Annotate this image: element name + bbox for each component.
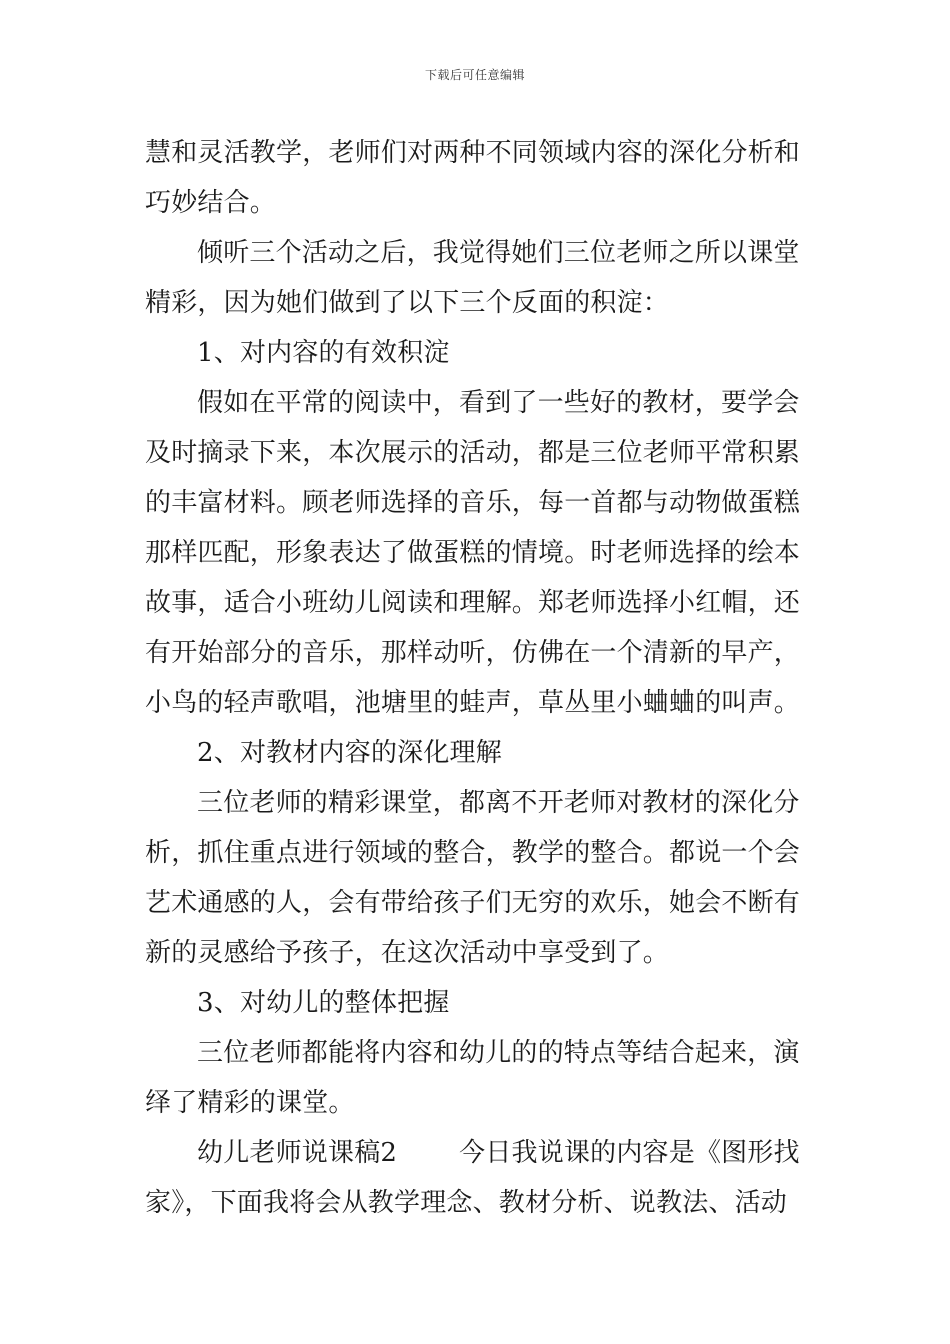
text-line: 家》，下面我将会从教学理念、教材分析、说教法、活动: [145, 1188, 788, 1218]
text-line: 及时摘录下来，本次展示的活动，都是三位老师平常积累: [145, 438, 801, 468]
section-heading-1: 1、对内容的有效积淀: [197, 338, 450, 368]
text-line: 慧和灵活教学，老师们对两种不同领域内容的深化分析和: [145, 138, 801, 168]
text-line: 巧妙结合。: [145, 188, 277, 218]
text-line: 新的灵感给予孩子，在这次活动中享受到了。: [145, 938, 670, 968]
section-heading-3: 3、对幼儿的整体把握: [197, 988, 450, 1018]
paragraph-start: 假如在平常的阅读中，看到了一些好的教材，要学会: [197, 388, 800, 418]
section-heading-2: 2、对教材内容的深化理解: [197, 738, 502, 768]
text-segment: 今日我说课的内容是《图形找: [459, 1138, 800, 1168]
document-title: 幼儿老师说课稿2: [197, 1138, 398, 1168]
text-line: 绎了精彩的课堂。: [145, 1088, 355, 1118]
text-line: 故事，适合小班幼儿阅读和理解。郑老师选择小红帽，还: [145, 588, 801, 618]
text-line: 有开始部分的音乐，那样动听，仿佛在一个清新的早产，: [145, 638, 801, 668]
text-line: 析，抓住重点进行领域的整合，教学的整合。都说一个会: [145, 838, 801, 868]
text-line: 那样匹配，形象表达了做蛋糕的情境。时老师选择的绘本: [145, 538, 801, 568]
text-line: 的丰富材料。顾老师选择的音乐，每一首都与动物做蛋糕: [145, 488, 801, 518]
paragraph-start: 三位老师的精彩课堂，都离不开老师对教材的深化分: [197, 788, 800, 818]
text-line: 艺术通感的人，会有带给孩子们无穷的欢乐，她会不断有: [145, 888, 801, 918]
paragraph-start: 三位老师都能将内容和幼儿的的特点等结合起来，演: [197, 1038, 800, 1068]
document-body: [145, 128, 807, 1228]
text-line: 精彩，因为她们做到了以下三个反面的积淀：: [145, 288, 670, 318]
page-header: 下载后可任意编辑: [424, 68, 525, 82]
text-line: 小鸟的轻声歌唱，池塘里的蛙声，草丛里小蛐蛐的叫声。: [145, 688, 801, 718]
paragraph-start: [145, 1128, 807, 1178]
paragraph-start: 倾听三个活动之后，我觉得她们三位老师之所以课堂: [197, 238, 800, 268]
